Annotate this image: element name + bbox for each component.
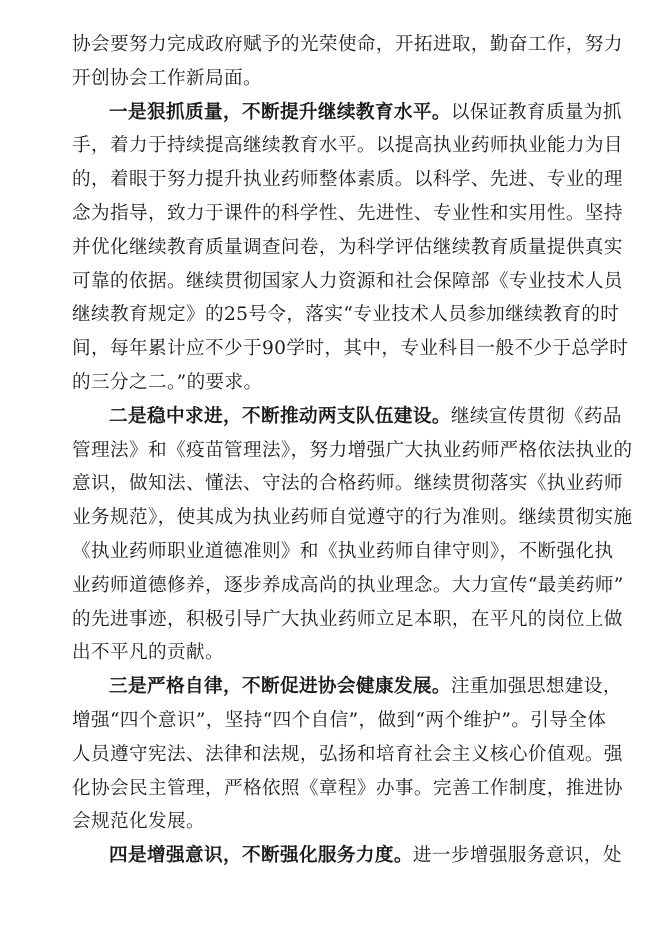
section-2-heading: 二是稳中求进，不断推动两支队伍建设。 (109, 405, 451, 427)
section-1-first-line (72, 96, 622, 130)
paragraph-line: 的三分之二。”的要求。 (72, 371, 263, 393)
section-3-lead: 注重加强思想建设， (450, 676, 622, 698)
section-3-first-line (72, 670, 622, 704)
paragraph-line: 念为指导，致力于课件的科学性、先进性、专业性和实用性。坚持 (72, 202, 623, 224)
section-2-lead: 继续宣传贯彻《药品 (450, 405, 622, 427)
paragraph-line: 的先进事迹，积极引导广大执业药师立足本职，在平凡的岗位上做 (72, 608, 623, 630)
section-1-lead: 以保证教育质量为抓 (450, 101, 622, 123)
intro-line: 开创协会工作新局面。 (72, 67, 262, 89)
paragraph-line: 会规范化发展。 (72, 811, 205, 833)
paragraph-line: 业药师道德修养，逐步养成高尚的执业理念。大力宣传“最美药师” (72, 574, 624, 596)
intro-line: 协会要努力完成政府赋予的光荣使命，开拓进取，勤奋工作，努力 (72, 34, 623, 55)
paragraph-line: 手，着力于持续提高继续教育水平。以提高执业药师执业能力为目 (72, 135, 623, 157)
paragraph-line: 的，着眼于努力提升执业药师整体素质。以科学、先进、专业的理 (72, 169, 623, 191)
paragraph-line: 可靠的依据。继续贯彻国家人力资源和社会保障部《专业技术人员 (72, 270, 623, 292)
section-3-heading: 三是严格自律，不断促进协会健康发展。 (109, 676, 451, 698)
paragraph-line: 并优化继续教育质量调查问卷，为科学评估继续教育质量提供真实 (72, 236, 623, 258)
section-4-first-line (72, 839, 622, 873)
section-1-heading: 一是狠抓质量，不断提升继续教育水平。 (109, 101, 451, 123)
paragraph-line: 《执业药师职业道德准则》和《执业药师自律守则》，不断强化执 (72, 540, 614, 562)
paragraph-line: 管理法》和《疫苗管理法》，努力增强广大执业药师严格依法执业的 (72, 439, 633, 461)
paragraph-line: 继续教育规定》的25号令，落实“专业技术人员参加继续教育的时 (72, 304, 620, 326)
section-4-lead: 进一步增强服务意识，处 (412, 845, 622, 867)
paragraph-line: 间，每年累计应不少于90学时，其中，专业科目一般不少于总学时 (72, 338, 629, 360)
paragraph-line: 增强“四个意识”，坚持“四个自信”，做到“两个维护”。引导全体 (72, 709, 607, 731)
paragraph-line: 人员遵守宪法、法律和法规，弘扬和培育社会主义核心价值观。强 (72, 743, 623, 765)
paragraph-line: 业务规范》，使其成为执业药师自觉遵守的行为准则。继续贯彻实施 (72, 507, 633, 529)
section-4-heading: 四是增强意识，不断强化服务力度。 (109, 845, 413, 867)
section-2-first-line (72, 400, 622, 434)
paragraph-line: 意识，做知法、懂法、守法的合格药师。继续贯彻落实《执业药师 (72, 473, 623, 495)
paragraph-line: 化协会民主管理，严格依照《章程》办事。完善工作制度，推进协 (72, 777, 623, 799)
paragraph-line: 出不平凡的贡献。 (72, 642, 224, 664)
document-page (72, 28, 633, 873)
